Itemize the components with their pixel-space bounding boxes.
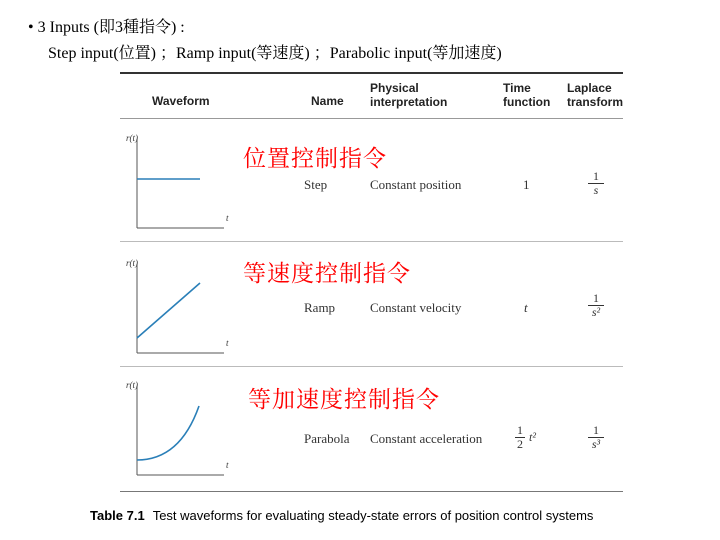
ramp-time-function: t: [524, 300, 528, 315]
heading-line-2: Step input(位置) ；Ramp input(等速度) ；Parabolic input(等加速度): [48, 45, 502, 62]
ramp-r-axis-label: r(t): [126, 258, 138, 268]
ramp-laplace: $\frac{1}{\text{s²}}$: [588, 292, 604, 319]
header-physical-interpretation: Physical interpretation: [370, 81, 448, 109]
caption-label: Table 7.1: [90, 508, 145, 523]
step-waveform-plot: [118, 125, 233, 240]
heading-line-1: [28, 14, 185, 37]
table-row-rule-1: [120, 241, 623, 242]
parabola-interpretation: Constant acceleration: [370, 431, 483, 446]
parabola-waveform-plot: [118, 372, 233, 487]
caption-text: Test waveforms for evaluating steady-state errors of position control systems: [152, 508, 594, 523]
bullet-marker: •: [28, 19, 34, 36]
header-time-function: Time function: [503, 81, 551, 109]
parabola-name: Parabola: [304, 431, 350, 446]
heading-text-1: 3 Inputs (即3種指令) :: [37, 19, 185, 36]
table-row-rule-2: [120, 366, 623, 367]
ramp-waveform-plot: [118, 250, 233, 365]
parabola-time-function: $\frac{1}{2}$ t²: [517, 423, 536, 451]
parabola-t-axis-label: t: [226, 460, 229, 470]
step-interpretation: Constant position: [370, 177, 462, 192]
step-time-function: 1: [523, 177, 530, 192]
parabola-r-axis-label: r(t): [126, 380, 138, 390]
ramp-annotation: 等速度控制指令: [243, 261, 411, 287]
ramp-interpretation: Constant velocity: [370, 300, 462, 315]
parabola-laplace: $\frac{1}{\text{s³}}$: [588, 424, 604, 451]
step-t-axis-label: t: [226, 213, 229, 223]
ramp-t-axis-label: t: [226, 338, 229, 348]
header-waveform: Waveform: [152, 94, 210, 108]
step-laplace: $\frac{1}{s}$: [588, 170, 604, 197]
table-top-rule: [120, 72, 623, 74]
header-name: Name: [311, 94, 344, 108]
ramp-name: Ramp: [304, 300, 336, 315]
header-laplace-transform: Laplace transform: [567, 81, 624, 109]
parabola-annotation: 等加速度控制指令: [248, 387, 440, 413]
table-caption: [90, 508, 593, 523]
table-bottom-rule: [120, 491, 623, 492]
step-annotation: 位置控制指令: [243, 146, 387, 172]
step-name: Step: [304, 177, 328, 192]
step-r-axis-label: r(t): [126, 133, 138, 143]
table-header-rule: [120, 118, 623, 119]
